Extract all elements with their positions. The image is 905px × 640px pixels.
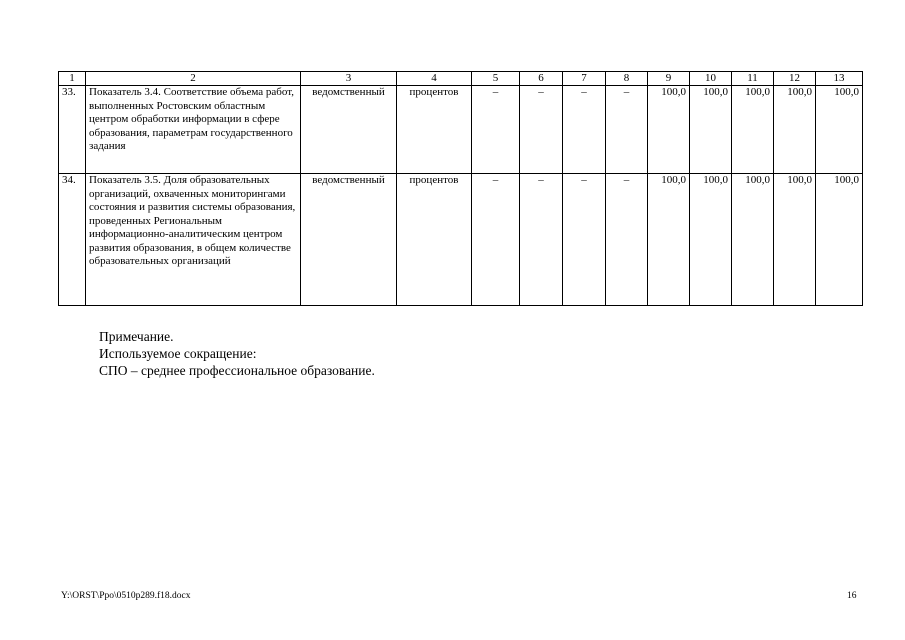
column-number-header: 11 — [732, 72, 774, 86]
column-number-header: 2 — [86, 72, 301, 86]
column-number-header: 10 — [690, 72, 732, 86]
column-number-header: 3 — [301, 72, 397, 86]
indicator-type: ведомственный — [301, 174, 397, 306]
value-cell: 100,0 — [690, 174, 732, 306]
indicator-type: ведомственный — [301, 86, 397, 174]
value-cell: 100,0 — [690, 86, 732, 174]
note-subtitle: Используемое сокращение: — [99, 346, 257, 361]
unit-of-measure: процентов — [397, 174, 472, 306]
table-row — [59, 174, 863, 306]
value-cell: – — [472, 174, 520, 306]
row-number: 34. — [59, 174, 86, 306]
column-number-header: 8 — [606, 72, 648, 86]
column-number-header: 9 — [648, 72, 690, 86]
value-cell: – — [606, 86, 648, 174]
value-cell: 100,0 — [816, 174, 863, 306]
note-block — [99, 328, 375, 379]
column-number-header: 7 — [563, 72, 606, 86]
column-number-header: 12 — [774, 72, 816, 86]
note-title: Примечание. — [99, 329, 174, 344]
value-cell: 100,0 — [774, 86, 816, 174]
table-header-row — [59, 72, 863, 86]
indicators-table — [58, 71, 863, 306]
indicator-name: Показатель 3.5. Доля образовательных организаций, охваченных мониторингами состояния и развития системы образования, проведенных Региональным информационно-аналитическим центром развития образования, в общем количестве образовательных организаций — [86, 174, 301, 306]
value-cell: 100,0 — [648, 86, 690, 174]
column-number-header: 5 — [472, 72, 520, 86]
indicator-name: Показатель 3.4. Соответствие объема работ, выполненных Ростовским областным центром обработки информации в сфере образования, параметрам государственного задания — [86, 86, 301, 174]
value-cell: – — [520, 86, 563, 174]
note-abbreviation: СПО – среднее профессиональное образование. — [99, 363, 375, 378]
value-cell: – — [520, 174, 563, 306]
column-number-header: 1 — [59, 72, 86, 86]
value-cell: 100,0 — [732, 174, 774, 306]
value-cell: 100,0 — [816, 86, 863, 174]
value-cell: – — [563, 86, 606, 174]
value-cell: – — [606, 174, 648, 306]
value-cell: 100,0 — [774, 174, 816, 306]
column-number-header: 13 — [816, 72, 863, 86]
table-row — [59, 86, 863, 174]
value-cell: – — [472, 86, 520, 174]
value-cell: 100,0 — [648, 174, 690, 306]
column-number-header: 6 — [520, 72, 563, 86]
footer-page-number: 16 — [847, 591, 857, 601]
row-number: 33. — [59, 86, 86, 174]
footer-file-path: Y:\ORST\Ppo\0510p289.f18.docx — [61, 591, 191, 601]
value-cell: 100,0 — [732, 86, 774, 174]
unit-of-measure: процентов — [397, 86, 472, 174]
value-cell: – — [563, 174, 606, 306]
column-number-header: 4 — [397, 72, 472, 86]
